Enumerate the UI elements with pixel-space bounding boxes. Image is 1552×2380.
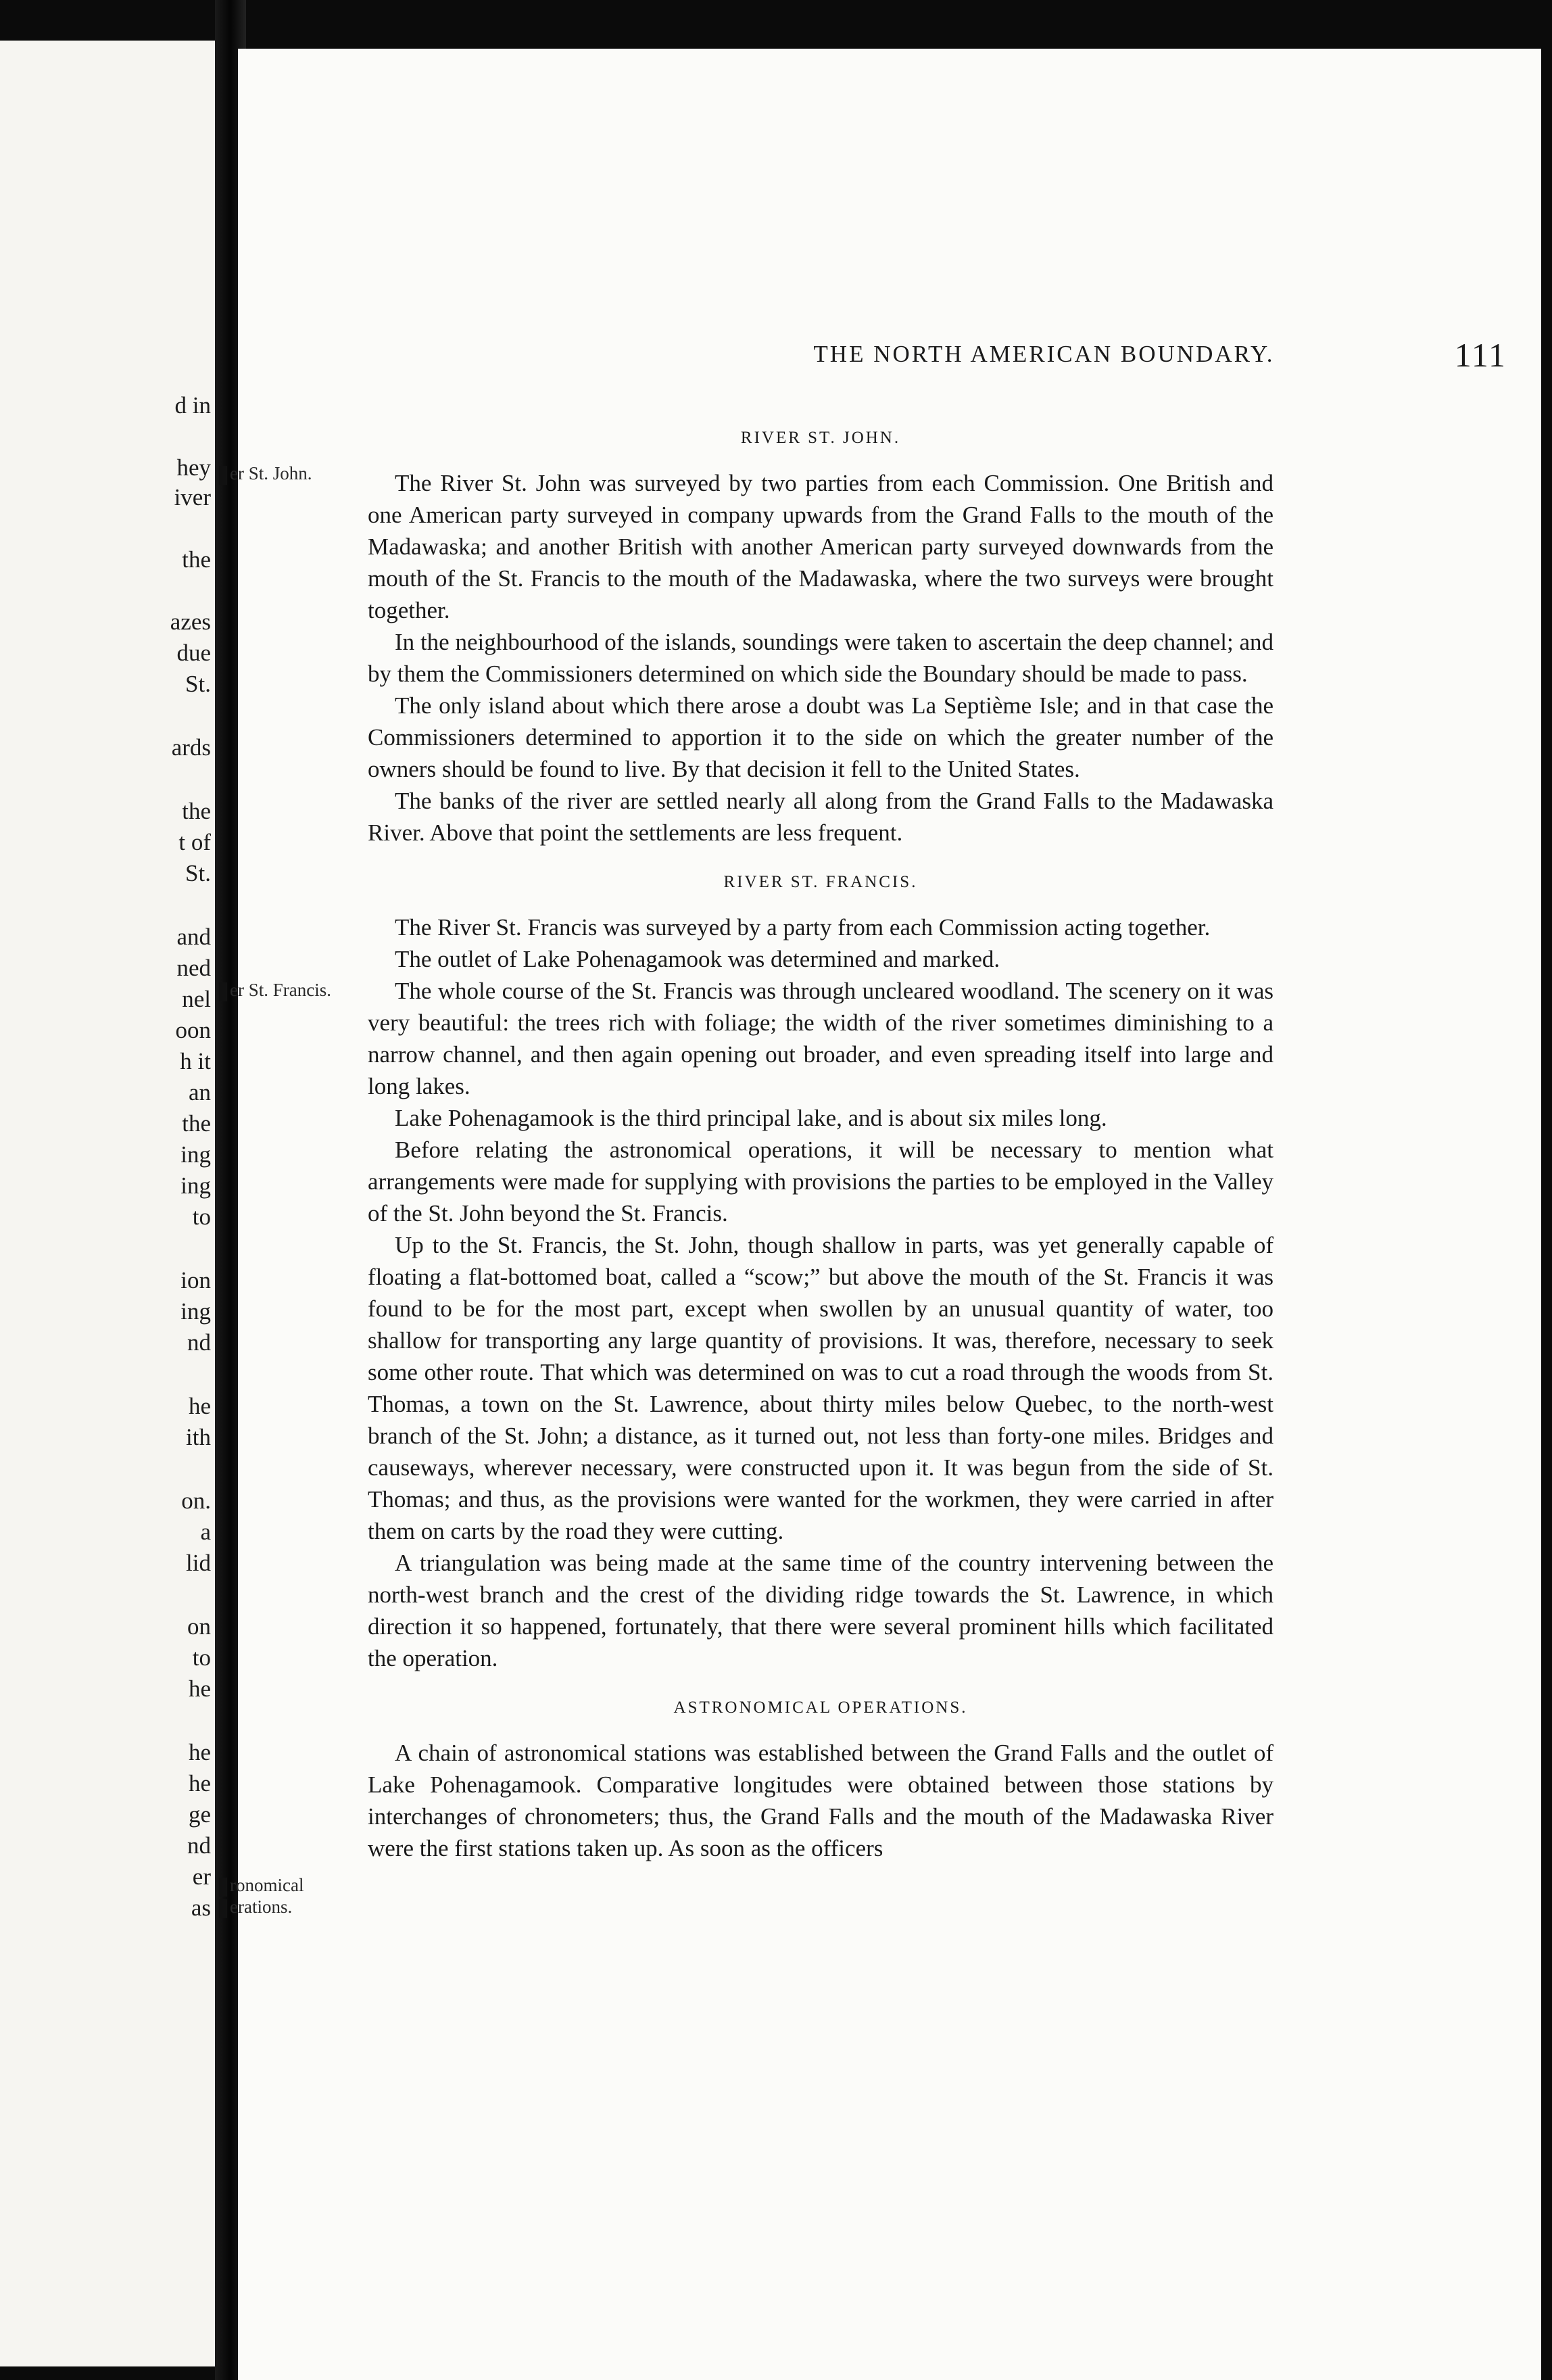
page-number: 111 bbox=[1454, 336, 1507, 374]
left-fragment: er bbox=[192, 1863, 211, 1890]
left-fragment: he bbox=[188, 1739, 211, 1765]
scan-right-edge bbox=[1541, 0, 1552, 2380]
left-fragment: the bbox=[182, 546, 211, 573]
paragraph: Before relating the astronomical operations, it will be necessary to mention what arrangements were made for supplying with provisions the parties to be employed in the Valley of the St. John beyond the St. Francis. bbox=[368, 1137, 1274, 1227]
paragraph: Lake Pohenagamook is the third principal lake, and is about six miles long. bbox=[395, 1105, 1107, 1131]
left-fragment: he bbox=[188, 1393, 211, 1419]
left-fragment: nd bbox=[187, 1329, 211, 1356]
left-fragment: ion bbox=[180, 1267, 211, 1293]
left-fragment: to bbox=[192, 1644, 211, 1671]
paragraph: In the neighbourhood of the islands, soundings were taken to ascertain the deep channel; and by them the Commissioners determined on which side the Boundary should be made to pass. bbox=[368, 629, 1274, 687]
left-fragment: ned bbox=[176, 955, 211, 981]
running-title: THE NORTH AMERICAN BOUNDARY. bbox=[813, 341, 1275, 367]
section-heading: RIVER ST. JOHN. bbox=[740, 429, 901, 447]
left-fragment: ith bbox=[186, 1424, 211, 1450]
paragraph: The River St. Francis was surveyed by a party from each Commission acting together. bbox=[395, 914, 1211, 941]
margin-note-astronomical-1: ronomical bbox=[219, 1874, 304, 1897]
left-fragment: ing bbox=[180, 1172, 211, 1199]
left-fragment: St. bbox=[185, 671, 211, 697]
paragraph: The outlet of Lake Pohenagamook was determined and marked. bbox=[395, 946, 1000, 972]
left-fragment: ards bbox=[171, 734, 211, 761]
left-fragment: ing bbox=[180, 1298, 211, 1325]
left-fragment: a bbox=[200, 1519, 211, 1545]
left-fragment: on bbox=[187, 1613, 211, 1640]
left-fragment: St. bbox=[185, 860, 211, 886]
right-page bbox=[230, 49, 1552, 2380]
body-text bbox=[368, 407, 1274, 1882]
left-fragment: azes bbox=[170, 609, 211, 635]
section-heading: ASTRONOMICAL OPERATIONS. bbox=[673, 1698, 968, 1717]
section-river-st-francis bbox=[368, 866, 1274, 1674]
ink-blot bbox=[219, 466, 227, 485]
left-fragment: ge bbox=[188, 1801, 211, 1828]
left-fragment: ing bbox=[180, 1141, 211, 1168]
margin-note-river-st-francis: er St. Francis. bbox=[219, 979, 331, 1001]
paragraph: The River St. John was surveyed by two parties from each Commission. One British and one American party surveyed in company upwards from the Grand Falls to the mouth of the Madawaska; and another British with another American party surveyed downwards from the mouth of the St. Francis to the mouth of the Madawaska, where the two surveys were brought together. bbox=[368, 470, 1274, 623]
left-fragment: nel bbox=[182, 986, 211, 1012]
left-fragment: he bbox=[188, 1675, 211, 1702]
left-fragment: lid bbox=[186, 1550, 211, 1576]
running-head bbox=[576, 336, 1512, 381]
ink-blot bbox=[219, 1878, 227, 1897]
section-astronomical-operations bbox=[368, 1692, 1274, 1864]
margin-note-astronomical-2: erations. bbox=[219, 1896, 292, 1918]
left-fragment: to bbox=[192, 1204, 211, 1230]
paragraph: A chain of astronomical stations was established between the Grand Falls and the outlet of Lake Pohenagamook. Comparative longitudes were obtained between those stations by interchanges of chronometers; thus, the Grand Falls and the mouth of the Madawaska River were the first stations taken up. As soon as the officers bbox=[368, 1740, 1274, 1861]
left-fragment: nd bbox=[187, 1832, 211, 1859]
left-fragment: hey bbox=[176, 454, 211, 481]
margin-note-river-st-john: er St. John. bbox=[219, 462, 312, 485]
left-fragment: oon bbox=[175, 1017, 211, 1043]
section-river-st-john bbox=[368, 422, 1274, 849]
left-fragment: the bbox=[182, 798, 211, 824]
ink-blot bbox=[219, 1899, 227, 1918]
left-fragment: an bbox=[188, 1079, 211, 1105]
ink-blot bbox=[219, 982, 227, 1001]
paragraph: A triangulation was being made at the same time of the country intervening between the north-west branch and the crest of the dividing ridge towards the St. Lawrence, in which direction it so happened, fortunately, that there were several prominent hills which facilitated the operation. bbox=[368, 1550, 1274, 1671]
left-facing-page bbox=[0, 41, 215, 2366]
left-fragment: t of bbox=[178, 829, 211, 855]
left-fragment: and bbox=[176, 924, 211, 950]
left-fragment: d in bbox=[174, 392, 211, 419]
left-fragment: due bbox=[176, 640, 211, 666]
section-heading: RIVER ST. FRANCIS. bbox=[723, 873, 918, 891]
paragraph: The only island about which there arose a doubt was La Septième Isle; and in that case the Commissioners determined to apportion it to the side on which the greater number of the owners should be found to live. By that decision it fell to the United States. bbox=[368, 692, 1274, 782]
paragraph: The whole course of the St. Francis was through uncleared woodland. The scenery on it was very beautiful: the trees rich with foliage; the width of the river sometimes diminishing to a narrow channel, and then again opening out broader, and even spreading itself into large and long lakes. bbox=[368, 978, 1274, 1099]
left-fragment: he bbox=[188, 1770, 211, 1796]
left-fragment: on. bbox=[181, 1488, 211, 1514]
left-fragment: as bbox=[191, 1895, 211, 1921]
left-fragment: the bbox=[182, 1110, 211, 1137]
paragraph: Up to the St. Francis, the St. John, though shallow in parts, was yet generally capable of floating a flat-bottomed boat, called a “scow;” but above the mouth of the St. Francis it was found to be for the most part, except when swollen by an unusual quantity of water, too shallow for transporting any large quantity of provisions. It was, therefore, necessary to seek some other route. That which was determined on was to cut a road through the woods from St. Thomas, a town on the St. Lawrence, about thirty miles below Quebec, to the north-west branch of the St. John; a distance, as it turned out, not less than forty-one miles. Bridges and causeways, wherever necessary, were constructed upon it. It was begun from the side of St. Thomas; and thus, as the provisions were wanted for the workmen, they were carried in after them on carts by the road they were cutting. bbox=[368, 1232, 1274, 1544]
paragraph: The banks of the river are settled nearly all along from the Grand Falls to the Madawaska River. Above that point the settlements are less frequent. bbox=[368, 788, 1274, 846]
left-fragment: iver bbox=[174, 484, 211, 510]
left-fragment: h it bbox=[180, 1048, 211, 1074]
